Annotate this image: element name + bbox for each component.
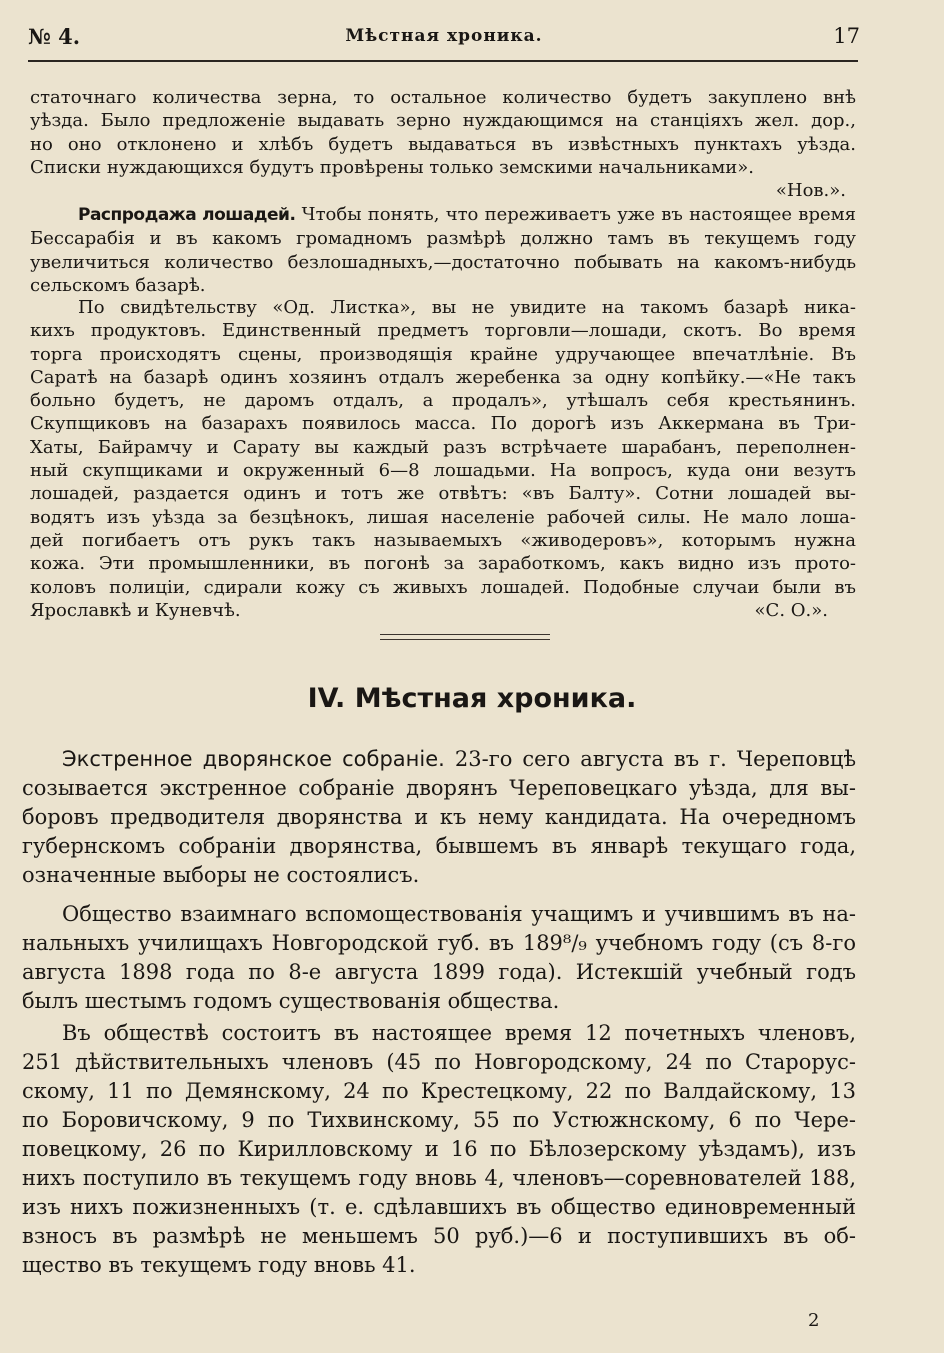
signature-mark: 2 bbox=[808, 1310, 820, 1331]
text-line: Хаты, Байрамчу и Сарату вы каждый разъ встрѣчаете шарабанъ, переполнен- bbox=[30, 436, 856, 458]
running-title: Мѣстная хроника. bbox=[345, 26, 543, 46]
text-line: лошадей, раздается одинъ и тотъ же отвѣтъ: «въ Балту». Сотни лошадей вы- bbox=[30, 483, 856, 505]
text-line: ный скупщиками и окруженный 6—8 лошадьми. На вопросъ, куда они везутъ bbox=[30, 460, 856, 482]
text-line: по Боровичскому, 9 по Тихвинскому, 55 по Устюжнскому, 6 по Чере- bbox=[22, 1108, 856, 1132]
text-line: изъ нихъ пожизненныхъ (т. е. сдѣлавшихъ въ общество единовременный bbox=[22, 1195, 856, 1219]
section-title: IV. Мѣстная хроника. bbox=[307, 683, 637, 714]
text-line: Ярославкѣ и Куневчѣ. «С. О.». bbox=[30, 599, 828, 621]
text-line: былъ шестымъ годомъ существованія общества. bbox=[22, 989, 560, 1013]
text-line: уѣзда. Было предложеніе выдавать зерно нуждающимся на станціяхъ жел. дор., bbox=[30, 110, 856, 132]
text-line: Бессарабія и въ какомъ громадномъ размѣрѣ должно тамъ въ текущемъ году bbox=[30, 228, 856, 250]
text-line: Списки нуждающихся будутъ провѣрены только земскими начальниками». bbox=[30, 156, 754, 178]
section-heading-horse-sale: Распродажа лошадей. bbox=[78, 205, 296, 225]
running-header bbox=[28, 24, 860, 54]
text-line: щество въ текущемъ году вновь 41. bbox=[22, 1253, 416, 1277]
rubric-noble-assembly: Экстренное дворянское собраніе. bbox=[62, 747, 445, 771]
text-line: По свидѣтельству «Од. Листка», вы не увидите на такомъ базарѣ ника- bbox=[78, 297, 856, 318]
text-line: статочнаго количества зерна, то остальное количество будетъ закуплено внѣ bbox=[30, 87, 856, 108]
text-line: Распродажа лошадей. Чтобы понять, что переживаетъ уже въ настоящее время bbox=[78, 204, 856, 225]
text-line: нальныхъ училищахъ Новгородской губ. въ 189⁸/₉ учебномъ году (съ 8-го bbox=[22, 931, 856, 955]
text-line: дей погибаетъ отъ рукъ такъ называемыхъ «живодеровъ», которымъ нужна bbox=[30, 529, 856, 551]
text-line: кихъ продуктовъ. Единственный предметъ торговли—лошади, скотъ. Во время bbox=[30, 320, 856, 342]
source-citation: «С. О.». bbox=[754, 599, 828, 621]
text-line: больно будетъ, не даромъ отдалъ, а продалъ», утѣшалъ себя крестьянинъ. bbox=[30, 390, 856, 412]
text-line: но оно отклонено и хлѣбъ будетъ выдаваться въ извѣстныхъ пунктахъ уѣзда. bbox=[30, 133, 856, 155]
text-line: сельскомъ базарѣ. bbox=[30, 274, 206, 296]
text-line: скому, 11 по Демянскому, 24 по Крестецкому, 22 по Валдайскому, 13 bbox=[22, 1079, 856, 1103]
paragraph-noble-assembly bbox=[22, 745, 856, 890]
text-line: торга происходятъ сцены, производящія крайне удручающее впечатлѣніе. Въ bbox=[30, 343, 856, 365]
paragraph-testimony bbox=[30, 296, 856, 622]
text-line: Скупщиковъ на базарахъ появилось масса. По дорогѣ изъ Аккермана въ Три- bbox=[30, 413, 856, 435]
text-line: означенные выборы не состоялисъ. bbox=[22, 863, 420, 887]
text-line: взносъ въ размѣрѣ не меньшемъ 50 руб.)—6 и поступившихъ въ об- bbox=[22, 1224, 856, 1248]
header-rule bbox=[28, 60, 858, 62]
text-line: боровъ предводителя дворянства и къ нему кандидата. На очередномъ bbox=[22, 805, 856, 829]
text-line: Общество взаимнаго вспомоществованія учащимъ и учившимъ въ на- bbox=[62, 902, 856, 926]
paragraph-membership bbox=[22, 1019, 856, 1280]
text-line: августа 1898 года по 8-е августа 1899 года). Истекшій учебный годъ bbox=[22, 960, 856, 984]
source-citation: «Нов.». bbox=[775, 180, 846, 202]
text-line: увеличиться количество безлошадныхъ,—достаточно побывать на какомъ-нибудь bbox=[30, 251, 856, 273]
text-line: кожа. Эти промышленники, въ погонѣ за заработкомъ, какъ видно изъ прото- bbox=[30, 553, 856, 575]
text-line: Экстренное дворянское собраніе. 23-го сего августа въ г. Череповцѣ bbox=[62, 747, 856, 771]
text-line: коловъ полиціи, сдирали кожу съ живыхъ лошадей. Подобные случаи были въ bbox=[30, 576, 856, 598]
text-line: нихъ поступило въ текущемъ году вновь 4, членовъ—соревнователей 188, bbox=[22, 1166, 856, 1190]
issue-number: № 4. bbox=[28, 24, 81, 49]
divider-ornament bbox=[380, 634, 550, 635]
page-number: 17 bbox=[833, 24, 860, 48]
paragraph-horse-sale bbox=[30, 203, 856, 297]
text-line: повецкому, 26 по Кирилловскому и 16 по Бѣлозерскому уѣздамъ), изъ bbox=[22, 1137, 856, 1161]
text-line: Саратѣ на базарѣ одинъ хозяинъ отдалъ жеребенка за одну копѣйку.—«Не такъ bbox=[30, 366, 856, 388]
paragraph-grain bbox=[30, 86, 856, 202]
divider-ornament bbox=[380, 639, 550, 640]
text-line: водятъ изъ уѣзда за безцѣнокъ, лишая населеніе рабочей силы. Не мало лоша- bbox=[30, 506, 856, 528]
paragraph-society bbox=[22, 900, 856, 1016]
text-line: Въ обществѣ состоитъ въ настоящее время 12 почетныхъ членовъ, bbox=[62, 1021, 856, 1045]
text-line: 251 дѣйствительныхъ членовъ (45 по Новгородскому, 24 по Старорус- bbox=[22, 1050, 856, 1074]
text-line: губернскомъ собраніи дворянства, бывшемъ въ январѣ текущаго года, bbox=[22, 834, 856, 858]
text-line: созывается экстренное собраніе дворянъ Череповецкаго уѣзда, для вы- bbox=[22, 776, 856, 800]
